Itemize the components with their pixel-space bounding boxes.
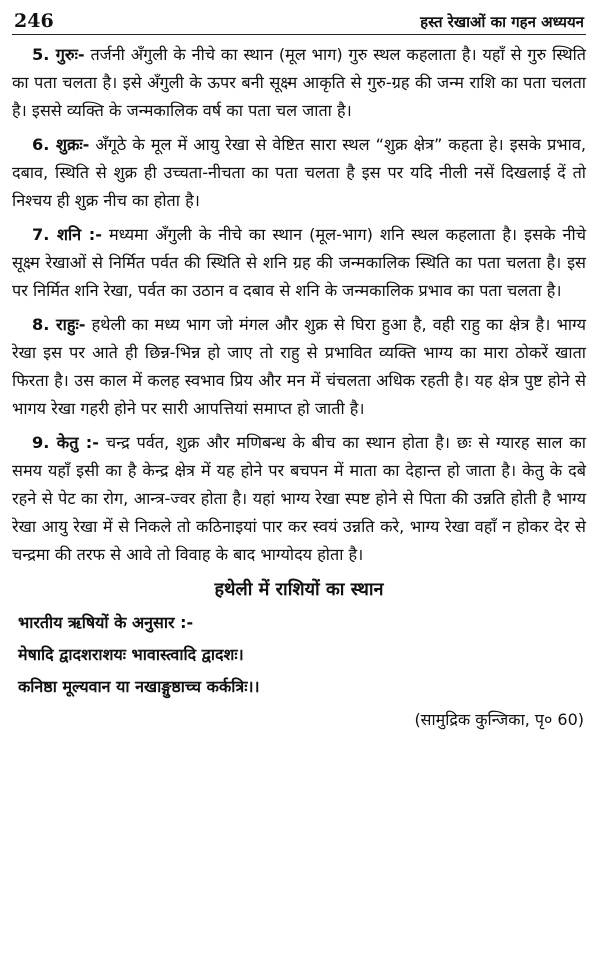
page-number: 246 [14,10,54,32]
shloka-block [12,575,586,735]
section-text: तर्जनी अँगुली के नीचे का स्थान (मूल भाग) गुरु स्थल कहलाता है। यहाँ से गुरु स्थिति का पता चलता है। इसे अँगुली के ऊपर बनी सूक्ष्म आकृति से गुरु-ग्रह की जन्म राशि का पता चलता है। इससे व्यक्ति के जन्मकालिक वर्ष का पता चल जाता है। [12,45,586,120]
section-heading: 6. शुक्रः- [32,135,90,154]
section-text: मध्यमा अँगुली के नीचे का स्थान (मूल-भाग) शनि स्थल कहलाता है। इसके नीचे सूक्ष्म रेखाओं से निर्मित पर्वत की स्थिति से शनि ग्रह की जन्मकालिक स्थिति का पता चलता है। इस पर निर्मित शनि रेखा, पर्वत का उठान व दबाव से शनि के जन्मकालिक प्रभाव का पता चलता है। [12,225,586,300]
section-shani [12,221,586,305]
shloka-title: हथेली में राशियों का स्थान [214,579,384,600]
section-rahu [12,311,586,423]
shloka-line: कनिष्ठा मूल्यवान या नखाङ्गुष्ठाच्च कर्कत्रिः।। [18,677,260,696]
shloka-line: भारतीय ऋषियों के अनुसार :- [18,613,194,632]
section-heading: 7. शनि :- [32,225,102,244]
page-header [12,2,586,35]
citation: (सामुद्रिक कुन्जिका, पृ० 60) [414,710,584,729]
section-heading: 8. राहुः- [32,315,86,334]
section-heading: 5. गुरुः- [32,45,85,64]
shloka-line: मेषादि द्वादशराशयः भावास्त्वादि द्वादशः। [18,645,244,664]
section-shukra [12,131,586,215]
section-guru [12,41,586,125]
section-text: हथेली का मध्य भाग जो मंगल और शुक्र से घिरा हुआ है, वही राहु का क्षेत्र है। भाग्य रेखा इस पर आते ही छिन्न-भिन्न हो जाए तो राहु से प्रभावित व्यक्ति भाग्य का मारा ठोकरें खाता फिरता है। उस काल में कलह स्वभाव प्रिय और मन में चंचलता अधिक रहती है। यह क्षेत्र पुष्ट होने से भागय रेखा गहरी होने पर सारी आपत्तियां समाप्त हो जाती है। [12,315,586,418]
section-ketu [12,429,586,569]
section-heading: 9. केतु :- [32,433,99,452]
running-title: हस्त रेखाओं का गहन अध्ययन [420,13,584,31]
section-text: चन्द्र पर्वत, शुक्र और मणिबन्ध के बीच का स्थान होता है। छः से ग्यारह साल का समय यहाँ इसी का है केन्द्र क्षेत्र में यह होने पर बचपन में माता का देहान्त हो जाता है। केतु के दबे रहने से पेट का रोग, आन्त्र-ज्वर होता है। यहां भाग्य रेखा स्पष्ट होने से पिता की उन्नति होती है भाग्य रेखा आयु रेखा में से निकले तो कठिनाइयां पार कर स्वयं उन्नति करे, भाग्य रेखा वहाँ न होकर देर से चन्द्रमा की तरफ से आवे तो विवाह के बाद भाग्योदय होता है। [12,433,586,564]
section-text: अँगूठे के मूल में आयु रेखा से वेष्टित सारा स्थल “शुक्र क्षेत्र” कहता हे। इसके प्रभाव, दबाव, स्थिति से शुक्र ही उच्चता-नीचता का पता चलता है इस पर यदि नीली नसें दिखलाई दें तो निश्चय ही शुक्र नीच का होता है। [12,135,586,210]
body-text [12,41,586,569]
